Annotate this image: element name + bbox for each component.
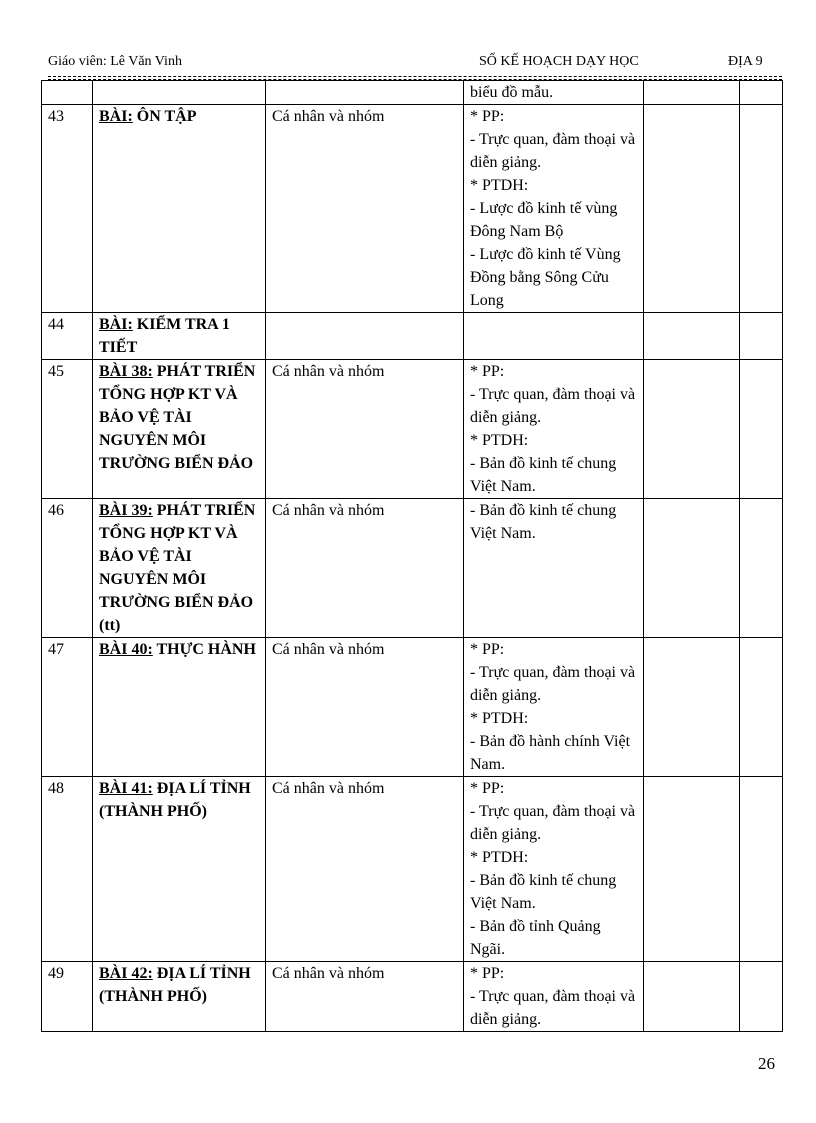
extra-cell — [740, 777, 783, 962]
extra-cell — [740, 313, 783, 360]
num-cell — [42, 81, 93, 105]
header-divider — [48, 76, 782, 77]
means-line: * PTDH: — [470, 177, 529, 194]
means-line: * PP: — [470, 780, 505, 797]
lesson-name: ĐỊA LÍ TỈNH (THÀNH PHỐ) — [99, 965, 251, 1005]
means-line: - Bản đồ kinh tế chung Việt Nam. — [470, 455, 617, 495]
means-cell — [464, 313, 644, 360]
means-line: * PP: — [470, 363, 505, 380]
lesson-title-cell — [93, 638, 266, 777]
lesson-title-cell — [93, 962, 266, 1032]
extra-cell — [644, 81, 740, 105]
extra-cell — [644, 777, 740, 962]
lesson-label: BÀI: — [99, 108, 133, 125]
lesson-label: BÀI 39: — [99, 502, 153, 519]
lesson-title-cell — [93, 313, 266, 360]
lesson-name: THỰC HÀNH — [156, 641, 256, 658]
lesson-name: ĐỊA LÍ TỈNH (THÀNH PHỐ) — [99, 780, 251, 820]
organization-cell: Cá nhân và nhóm — [266, 499, 464, 638]
means-line: - Lược đồ kinh tế Vùng Đồng bằng Sông Cửu Long — [470, 246, 621, 309]
means-line: - Trực quan, đàm thoại và diễn giảng. — [470, 988, 636, 1028]
title-cell — [93, 81, 266, 105]
lesson-number: 44 — [42, 313, 93, 360]
means-line: - Lược đồ kinh tế vùng Đông Nam Bộ — [470, 200, 618, 240]
table-row — [42, 777, 783, 962]
lesson-number: 47 — [42, 638, 93, 777]
lesson-number: 43 — [42, 105, 93, 313]
organization-cell: Cá nhân và nhóm — [266, 962, 464, 1032]
extra-cell — [644, 313, 740, 360]
extra-cell — [740, 499, 783, 638]
book-title: SỔ KẾ HOẠCH DẠY HỌC — [479, 54, 639, 69]
extra-cell — [740, 360, 783, 499]
org-cell — [266, 81, 464, 105]
means-cell — [464, 638, 644, 777]
teacher-name: Giáo viên: Lê Văn Vinh — [48, 54, 182, 69]
means-line: - Trực quan, đàm thoại và diễn giảng. — [470, 664, 636, 704]
lesson-name: PHÁT TRIỂN TỔNG HỢP KT VÀ BẢO VỆ TÀI NGUYÊN MÔI TRƯỜNG BIỂN ĐẢO — [99, 363, 256, 472]
means-line: - Bản đồ tỉnh Quảng Ngãi. — [470, 918, 601, 958]
table-row — [42, 313, 783, 360]
means-line: - Trực quan, đàm thoại và diễn giảng. — [470, 386, 636, 426]
organization-cell: Cá nhân và nhóm — [266, 638, 464, 777]
extra-cell — [740, 962, 783, 1032]
table-row — [42, 105, 783, 313]
table-row — [42, 638, 783, 777]
extra-cell — [740, 105, 783, 313]
lesson-title-cell — [93, 499, 266, 638]
lesson-label: BÀI 41: — [99, 780, 153, 797]
extra-cell — [644, 499, 740, 638]
lesson-label: BÀI 38: — [99, 363, 153, 380]
organization-cell: Cá nhân và nhóm — [266, 105, 464, 313]
means-cell — [464, 962, 644, 1032]
extra-cell — [644, 105, 740, 313]
means-cell — [464, 499, 644, 638]
carryover-row — [42, 81, 783, 105]
lesson-number: 46 — [42, 499, 93, 638]
means-line: - Bản đồ kinh tế chung Việt Nam. — [470, 872, 617, 912]
extra-cell — [740, 638, 783, 777]
extra-cell — [644, 638, 740, 777]
lesson-name: ÔN TẬP — [136, 108, 197, 125]
means-cell — [464, 105, 644, 313]
organization-cell: Cá nhân và nhóm — [266, 360, 464, 499]
lesson-title-cell — [93, 777, 266, 962]
table-row — [42, 499, 783, 638]
means-line: * PP: — [470, 108, 505, 125]
page-header — [48, 54, 770, 74]
means-line: * PTDH: — [470, 849, 529, 866]
page-number: 26 — [758, 1054, 775, 1073]
lesson-name: PHÁT TRIỂN TỔNG HỢP KT VÀ BẢO VỆ TÀI NGUYÊN MÔI TRƯỜNG BIỂN ĐẢO (tt) — [99, 502, 256, 634]
lesson-title-cell — [93, 360, 266, 499]
lesson-plan-table — [41, 80, 783, 1032]
lesson-label: BÀI: — [99, 316, 133, 333]
means-cell — [464, 777, 644, 962]
carryover-text: biểu đồ mẫu. — [470, 84, 554, 101]
means-line: * PTDH: — [470, 710, 529, 727]
table-row — [42, 962, 783, 1032]
extra-cell — [740, 81, 783, 105]
lesson-label: BÀI 40: — [99, 641, 153, 658]
lesson-number: 45 — [42, 360, 93, 499]
means-line: - Trực quan, đàm thoại và diễn giảng. — [470, 803, 636, 843]
lesson-number: 49 — [42, 962, 93, 1032]
extra-cell — [644, 360, 740, 499]
lesson-title-cell — [93, 105, 266, 313]
organization-cell: Cá nhân và nhóm — [266, 777, 464, 962]
lesson-name: KIỂM TRA 1 TIẾT — [99, 316, 230, 356]
table-row — [42, 360, 783, 499]
lesson-number: 48 — [42, 777, 93, 962]
means-line: - Trực quan, đàm thoại và diễn giảng. — [470, 131, 636, 171]
organization-cell — [266, 313, 464, 360]
means-line: * PTDH: — [470, 432, 529, 449]
subject-label: ĐỊA 9 — [728, 54, 763, 69]
means-cell — [464, 81, 644, 105]
extra-cell — [644, 962, 740, 1032]
means-line: * PP: — [470, 641, 505, 658]
means-cell — [464, 360, 644, 499]
means-line: - Bản đồ hành chính Việt Nam. — [470, 733, 631, 773]
means-line: - Bản đồ kinh tế chung Việt Nam. — [470, 502, 617, 542]
means-line: * PP: — [470, 965, 505, 982]
lesson-label: BÀI 42: — [99, 965, 153, 982]
